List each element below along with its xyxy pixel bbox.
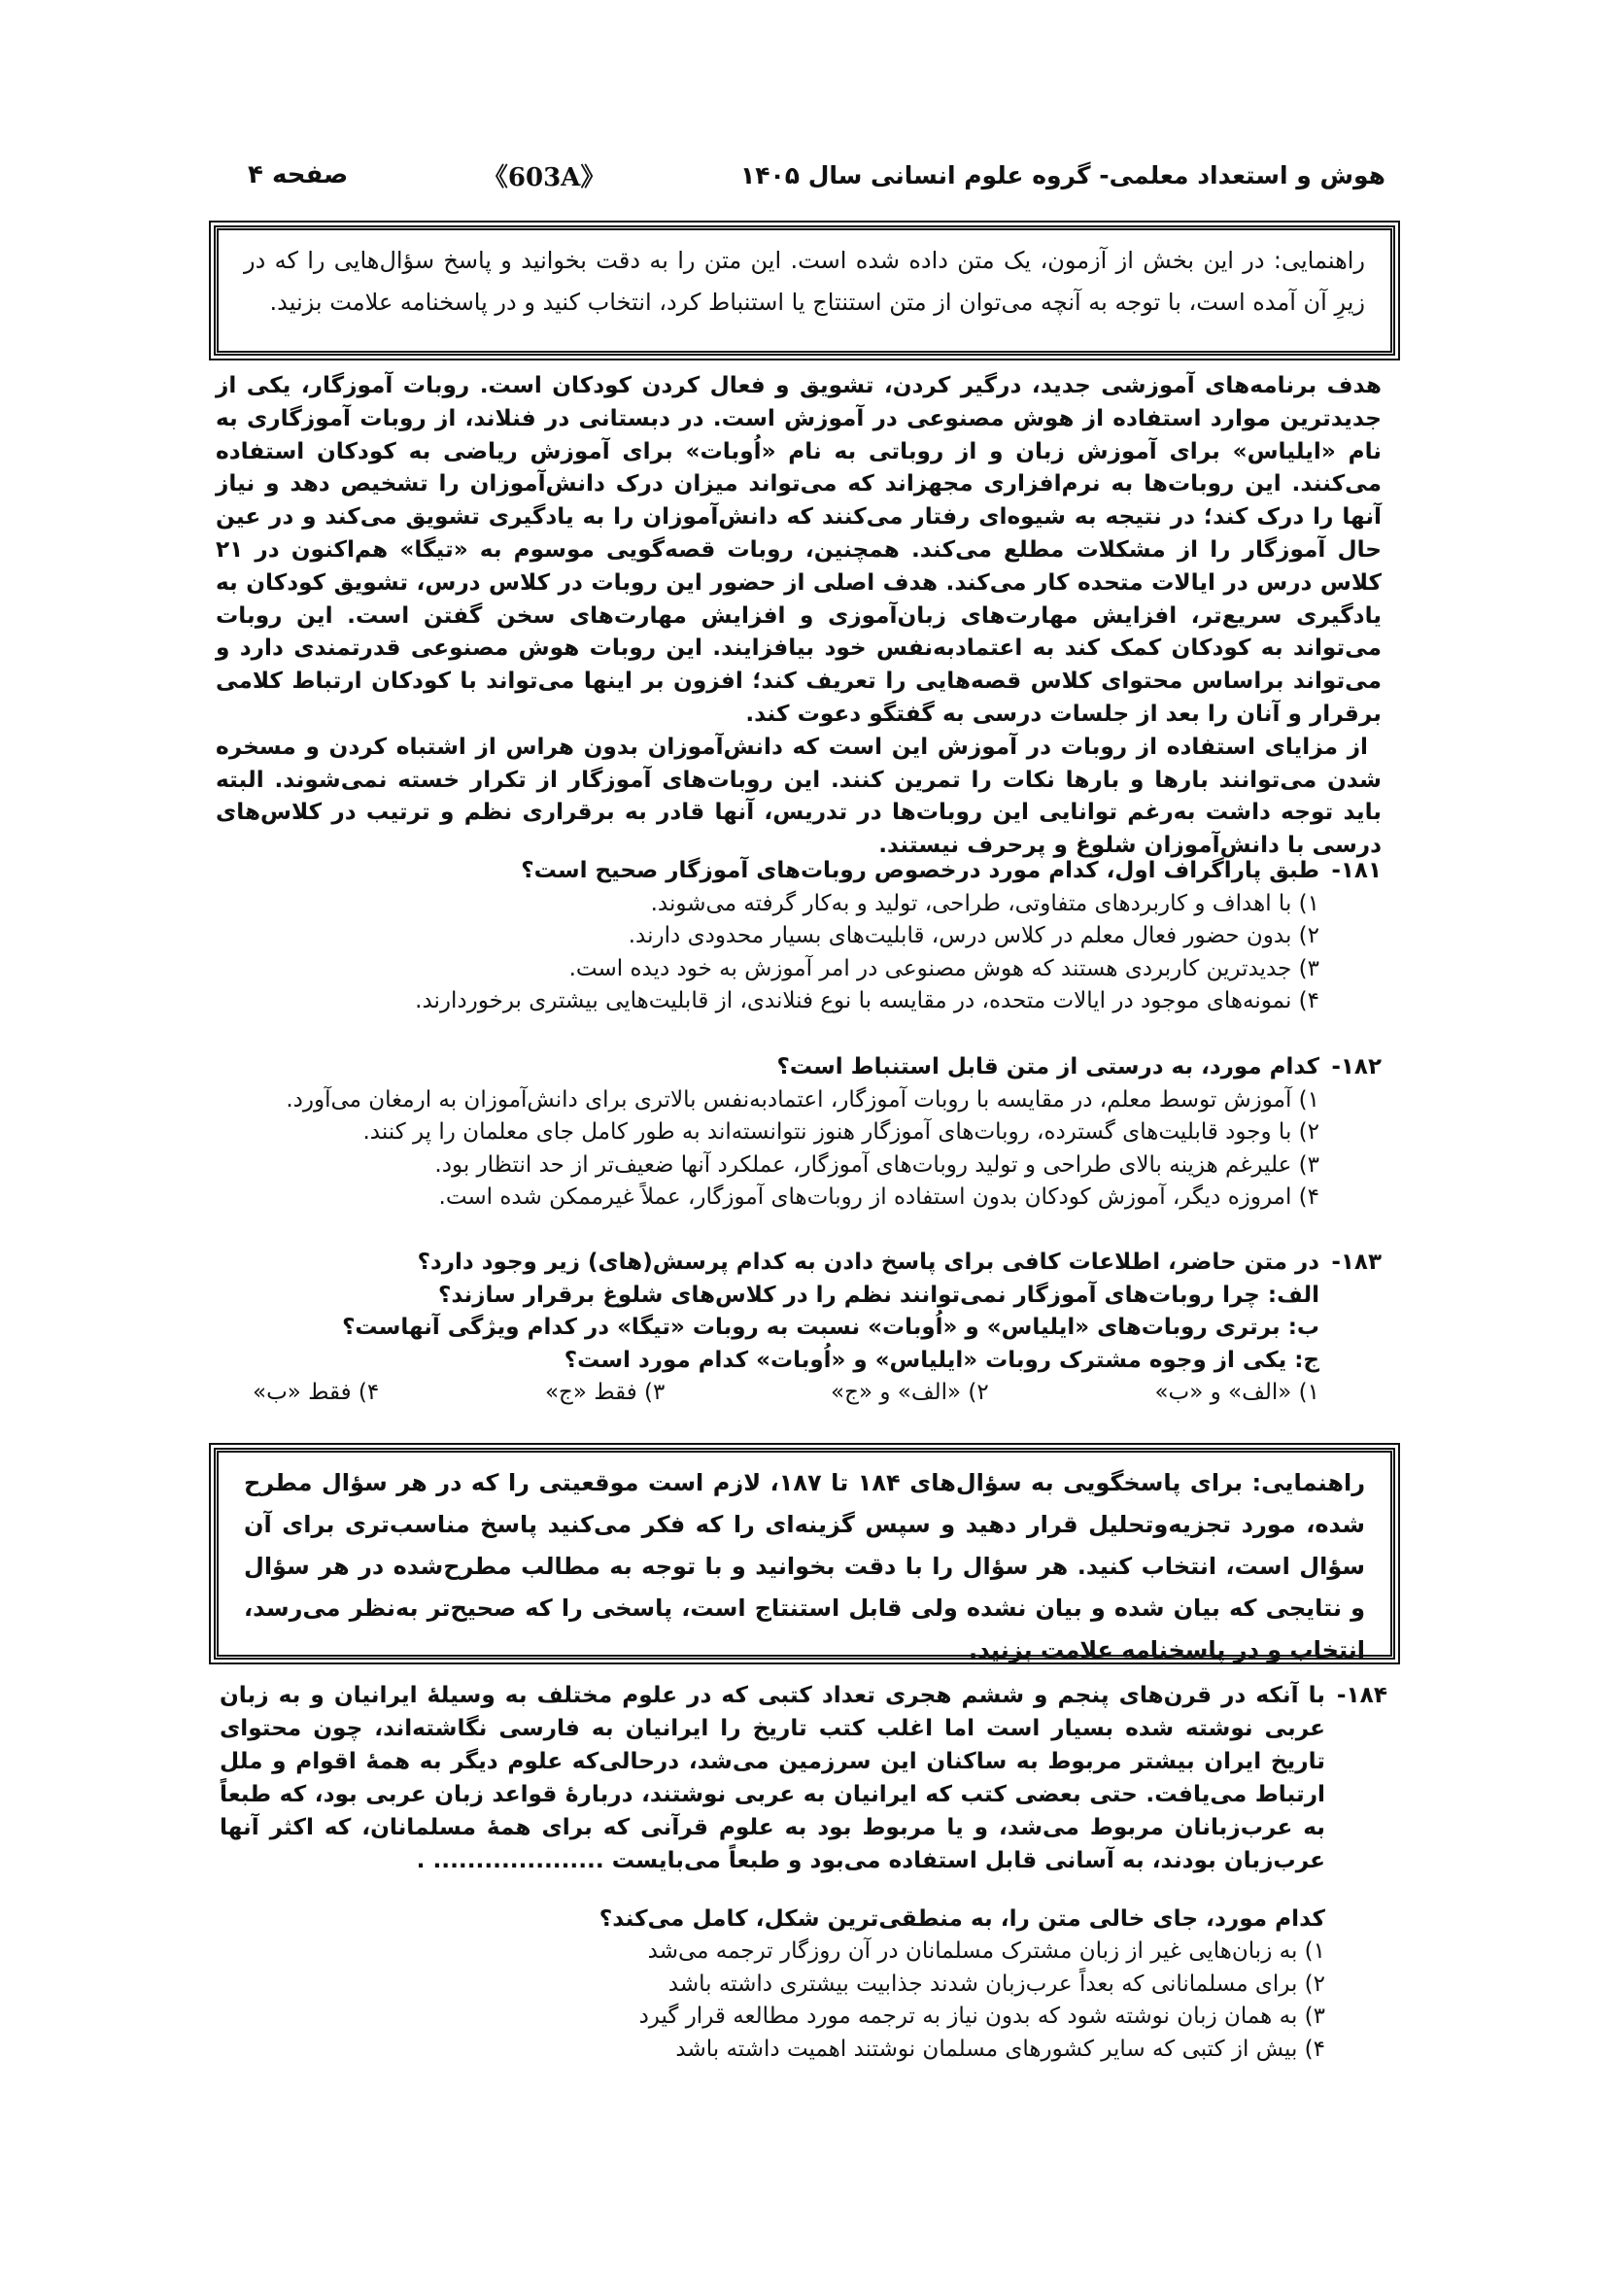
page-number: صفحه ۴ (248, 160, 349, 189)
question-number: ۱۸۳- (1331, 1250, 1382, 1275)
answer-option[interactable]: ۴) نمونه‌های موجود در ایالات متحده، در مقایسه با نوع فنلاندی، از قابلیت‌هایی بیشتری برخوردارند. (415, 988, 1319, 1013)
question-text: با آنکه در قرن‌های پنجم و ششم هجری تعداد کتبی که در علوم مختلف به وسیلهٔ ایرانیان و به زبان عربی نوشته شده بسیار است اما اغلب کتب تاریخ را ایرانیان به فارسی نگاشته‌اند، چون محتوای تاریخ ایران بیشتر مربوط به ساکنان این سرزمین می‌شد، درحالی‌که علوم دیگر به همهٔ اقوام و ملل ارتباط می‌یافت. حتی بعضی کتب که ایرانیان به عربی نوشتند، دربارهٔ قواعد زبان عربی بود، که طبعاً به عرب‌زبانان مربوط می‌شد، و یا مربوط بود به علوم قرآنی که برای همهٔ مسلمانان، که اکثر آنها عرب‌زبان بودند، به آسانی قابل استفاده می‌بود و طبعاً می‌بایست .................... . (220, 1682, 1325, 1873)
answer-option[interactable]: ۱) به زبان‌هایی غیر از زبان مشترک مسلمانان در آن روزگار ترجمه می‌شد (647, 1938, 1325, 1964)
question-stem (223, 1051, 1382, 1084)
booklet-code: 《603A》 (482, 162, 606, 192)
question-183 (223, 1247, 1382, 1410)
question-number: ۱۸۲- (1331, 1054, 1382, 1079)
answer-option[interactable]: ۱) با اهداف و کاربردهای متفاوتی، طراحی، تولید و به‌کار گرفته می‌شوند. (650, 890, 1319, 916)
instruction-text: راهنمایی: در این بخش از آزمون، یک متن داده شده است. این متن را به دقت بخوانید و پاسخ سؤال‌هایی را که در زیرِ آن آمده است، با توجه به آنچه می‌توان از متن استنتاج یا استنباط کرد، انتخاب کنید و در پاسخنامه علامت بزنید. (244, 247, 1365, 316)
question-182 (223, 1051, 1382, 1215)
question-stem (223, 1247, 1382, 1280)
sub-question: ج: یکی از وجوه مشترک روبات «ایلیاس» و «اُوبات» کدام مورد است؟ (564, 1347, 1319, 1373)
answer-options (253, 1377, 1319, 1410)
answer-option[interactable]: ۲) برای مسلمانانی که بعداً عرب‌زبان شدند جذابیت بیشتری داشته باشد (667, 1970, 1325, 1997)
answer-options (223, 1084, 1319, 1215)
answer-option[interactable]: ۲) با وجود قابلیت‌های گسترده، روبات‌های آموزگار هنوز نتوانسته‌اند به طور کامل جای معلمان را پر کنند. (362, 1119, 1319, 1145)
answer-options (223, 888, 1319, 1018)
sub-question: ب: برتری روبات‌های «ایلیاس» و «اُوبات» نسبت به روبات «تیگا» در کدام ویژگی آنهاست؟ (342, 1315, 1319, 1340)
answer-option[interactable]: ۲) بدون حضور فعال معلم در کلاس درس، قابلیت‌های بسیار محدودی دارند. (628, 923, 1319, 948)
passage-paragraph-1: هدف برنامه‌های آموزشی جدید، درگیر کردن، تشویق و فعال کردن کودکان است. روبات آموزگار، یکی از جدیدترین موارد استفاده از هوش مصنوعی در آموزش است. در دبستانی در فنلاند، از روبات آموزگاری به نام «ایلیاس» برای آموزش زبان و از روباتی به نام «اُوبات» برای آموزش ریاضی به کودکان استفاده می‌کنند. این روبات‌ها به نرم‌افزاری مجهزاند که می‌تواند میزان درک دانش‌آموزان را تشخیص دهد و نیاز آنها را درک کند؛ در نتیجه به شیوه‌ای رفتار می‌کنند که دانش‌آموزان را به یادگیری تشویق می‌کند و در عین حال آموزگار را از مشکلات مطلع می‌کند. همچنین، روبات قصه‌گویی موسوم به «تیگا» هم‌اکنون در ۲۱ کلاس درس در ایالات متحده کار می‌کند. هدف اصلی از حضور این روبات در کلاس درس، تشویق کودکان به یادگیری سریع‌تر، افزایش مهارت‌های زبان‌آموزی و افزایش مهارت‌های سخن گفتن است. این روبات می‌تواند به کودکان کمک کند به اعتمادبه‌نفس خود بیافزایند. این روبات هوش مصنوعی قدرتمندی دارد و می‌تواند براساس محتوای کلاس قصه‌هایی را تعریف کند؛ افزون بر اینها می‌تواند با کودکان ارتباط کلامی برقرار و آنان را بعد از جلسات درسی به گفتگو دعوت کند. (216, 372, 1382, 727)
answer-option[interactable]: ۴) بیش از کتبی که سایر کشورهای مسلمان نوشتند اهمیت داشته باشد (675, 2036, 1325, 2062)
answer-option[interactable]: ۳) جدیدترین کاربردی هستند که هوش مصنوعی در امر آموزش به خود دیده است. (568, 955, 1319, 981)
passage-paragraph-2: از مزایای استفاده از روبات در آموزش این است که دانش‌آموزان بدون هراس از اشتباه کردن و مسخره شدن می‌توانند بارها و بارها نکات را تمرین کنند. این روبات‌های آموزگار از تکرار خسته نمی‌شوند. البته باید توجه داشت به‌رغم توانایی این روبات‌ها در تدریس، آنها قادر به برقراری نظم و ترتیب در کلاس‌های درسی با دانش‌آموزان شلوغ و پرحرف نیستند. (216, 733, 1382, 859)
answer-option[interactable]: ۳) به همان زبان نوشته شود که بدون نیاز به ترجمه مورد مطالعه قرار گیرد (638, 2004, 1325, 2029)
page-header (248, 155, 1385, 194)
answer-option[interactable]: ۱) «الف» و «ب» (1154, 1380, 1319, 1405)
exam-title: هوش و استعداد معلمی- گروه علوم انسانی سال ۱۴۰۵ (739, 160, 1385, 189)
reading-passage (216, 369, 1382, 862)
question-text: کدام مورد، به درستی از متن قابل استنباط است؟ (776, 1054, 1319, 1079)
question-stem (223, 855, 1382, 888)
question-184 (220, 1679, 1387, 2066)
answer-option[interactable]: ۴) فقط «ب» (253, 1380, 380, 1405)
question-number: ۱۸۱- (1331, 858, 1382, 883)
answer-option[interactable]: ۳) علیرغم هزینه بالای طراحی و تولید روبات‌های آموزگار، عملکرد آنها ضعیف‌تر از حد انتظار بود. (434, 1151, 1319, 1178)
instruction-box-analysis (214, 1448, 1395, 1663)
answer-options (220, 1936, 1325, 2066)
question-prompt: کدام مورد، جای خالی متن را، به منطقی‌ترین شکل، کامل می‌کند؟ (598, 1905, 1325, 1932)
question-stem (220, 1679, 1387, 1877)
question-text: در متن حاضر، اطلاعات کافی برای پاسخ دادن به کدام پرسش(های) زیر وجود دارد؟ (417, 1250, 1319, 1275)
answer-option[interactable]: ۱) آموزش توسط معلم، در مقایسه با روبات آموزگار، اعتمادبه‌نفس بالاتری برای دانش‌آموزان به ارمغان می‌آورد. (286, 1086, 1319, 1113)
sub-question: الف: چرا روبات‌های آموزگار نمی‌توانند نظم را در کلاس‌های شلوغ برقرار سازند؟ (438, 1282, 1319, 1308)
instruction-text: راهنمایی: برای پاسخگویی به سؤال‌های ۱۸۴ تا ۱۸۷، لازم است موقعیتی را که در هر سؤال مطرح شده، مورد تجزیه‌وتحلیل قرار دهید و سپس گزینه‌ای را که فکر می‌کنید پاسخ مناسب‌تری برای آن سؤال است، انتخاب کنید. هر سؤال را با دقت بخوانید و با توجه به مطالب مطرح‌شده در هر سؤال و نتایجی که بیان شده و بیان نشده ولی قابل استنتاج است، پاسخی را که صحیح‌تر به‌نظر می‌رسد، انتخاب و در پاسخنامه علامت بزنید. (244, 1469, 1366, 1663)
answer-option[interactable]: ۴) امروزه دیگر، آموزش کودکان بدون استفاده از روبات‌های آموزگار، عملاً غیرممکن شده است. (438, 1184, 1319, 1210)
question-181 (223, 855, 1382, 1018)
question-number: ۱۸۴- (1336, 1682, 1387, 1708)
answer-option[interactable]: ۲) «الف» و «ج» (831, 1380, 989, 1405)
answer-option[interactable]: ۳) فقط «ج» (544, 1380, 666, 1405)
question-text: طبق پاراگراف اول، کدام مورد درخصوص روبات‌های آموزگار صحیح است؟ (521, 858, 1319, 883)
instruction-box-reading (214, 225, 1395, 356)
